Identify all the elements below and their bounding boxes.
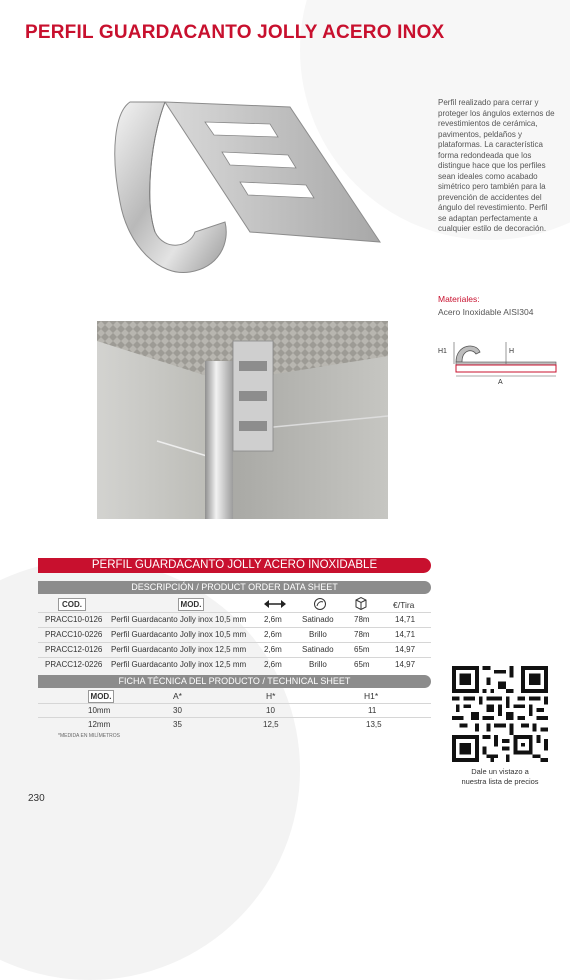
diagram-h1-label: H1 bbox=[438, 348, 447, 355]
mod-cell: Perfil Guardacanto Jolly inox 12,5 mm bbox=[111, 645, 247, 654]
row-divider bbox=[38, 642, 431, 643]
qr-caption bbox=[448, 767, 552, 787]
qty-cell: 78m bbox=[354, 630, 370, 639]
page-title: PERFIL GUARDACANTO JOLLY ACERO INOX bbox=[25, 22, 445, 43]
price-cell: 14,97 bbox=[395, 660, 416, 669]
finish-cell: Brillo bbox=[309, 660, 327, 669]
tech-h1-cell: 13,5 bbox=[366, 720, 382, 729]
materials-value: Acero Inoxidable AISI304 bbox=[438, 307, 534, 317]
page-number: 230 bbox=[28, 793, 45, 804]
length-cell: 2,6m bbox=[264, 630, 282, 639]
finish-cell: Satinado bbox=[302, 615, 334, 624]
tech-a-cell: 35 bbox=[173, 720, 182, 729]
tech-h-cell: 10 bbox=[266, 706, 275, 715]
mod-cell: Perfil Guardacanto Jolly inox 10,5 mm bbox=[111, 630, 247, 639]
qty-cell: 65m bbox=[354, 645, 370, 654]
mod-cell: Perfil Guardacanto Jolly inox 10,5 mm bbox=[111, 615, 247, 624]
mod-cell: Perfil Guardacanto Jolly inox 12,5 mm bbox=[111, 660, 247, 669]
measurement-note: *MEDIDA EN MILÍMETROS bbox=[58, 733, 120, 739]
order-sheet-title: DESCRIPCIÓN / PRODUCT ORDER DATA SHEET bbox=[38, 581, 431, 594]
length-arrow-icon bbox=[264, 599, 286, 609]
price-cell: 14,97 bbox=[395, 645, 416, 654]
tech-a-cell: 30 bbox=[173, 706, 182, 715]
length-cell: 2,6m bbox=[264, 645, 282, 654]
qr-code[interactable] bbox=[452, 666, 548, 762]
qr-caption-line-1: Dale un vistazo a bbox=[471, 767, 529, 776]
tech-h1-cell: 11 bbox=[368, 706, 377, 715]
product-description: Perfil realizado para cerrar y proteger los ángulos externos de revestimientos de cerámica, pavimentos, peldaños y plataformas. La característica forma redondeada que los distingue hace que los perfiles sean ideales como acabado simétrico pero también para la prevención de accidentes del ángulo del revestimiento. Perfil se adaptan perfectamente a cualquier estilo de decoración. bbox=[438, 98, 555, 233]
cod-cell: PRACC10-0126 bbox=[45, 615, 103, 624]
mod-header: MOD. bbox=[178, 598, 204, 611]
tech-h-cell: 12,5 bbox=[263, 720, 279, 729]
tech-a-header: A* bbox=[173, 691, 182, 701]
finish-cell: Satinado bbox=[302, 645, 334, 654]
diagram-h-label: H bbox=[509, 348, 515, 355]
row-divider bbox=[38, 703, 431, 704]
cod-cell: PRACC10-0226 bbox=[45, 630, 103, 639]
materials-label: Materiales: bbox=[438, 294, 480, 304]
tech-h-header: H* bbox=[266, 691, 276, 701]
length-cell: 2,6m bbox=[264, 660, 282, 669]
diagram-a-label: A bbox=[498, 379, 503, 386]
price-cell: 14,71 bbox=[395, 615, 416, 624]
box-icon bbox=[354, 596, 368, 610]
row-divider bbox=[38, 627, 431, 628]
product-banner: PERFIL GUARDACANTO JOLLY ACERO INOXIDABLE bbox=[38, 558, 431, 573]
tech-mod-cell: 10mm bbox=[88, 706, 111, 715]
finish-swatch-icon bbox=[313, 597, 327, 611]
cod-header: COD. bbox=[58, 598, 86, 611]
qty-cell: 65m bbox=[354, 660, 370, 669]
row-divider bbox=[38, 612, 431, 613]
product-image bbox=[110, 82, 410, 292]
profile-diagram bbox=[436, 334, 562, 386]
cod-cell: PRACC12-0126 bbox=[45, 645, 103, 654]
price-header: €/Tira bbox=[393, 600, 415, 610]
tech-mod-header: MOD. bbox=[88, 690, 114, 703]
finish-cell: Brillo bbox=[309, 630, 327, 639]
qty-cell: 78m bbox=[354, 615, 370, 624]
length-cell: 2,6m bbox=[264, 615, 282, 624]
row-divider bbox=[38, 717, 431, 718]
tech-h1-header: H1* bbox=[364, 691, 379, 701]
cod-cell: PRACC12-0226 bbox=[45, 660, 103, 669]
qr-caption-line-2: nuestra lista de precios bbox=[461, 777, 539, 786]
row-divider bbox=[38, 657, 431, 658]
tech-sheet-title: FICHA TÉCNICA DEL PRODUCTO / TECHNICAL SHEET bbox=[38, 675, 431, 688]
price-cell: 14,71 bbox=[395, 630, 416, 639]
tech-mod-cell: 12mm bbox=[88, 720, 111, 729]
installation-photo bbox=[97, 321, 388, 519]
